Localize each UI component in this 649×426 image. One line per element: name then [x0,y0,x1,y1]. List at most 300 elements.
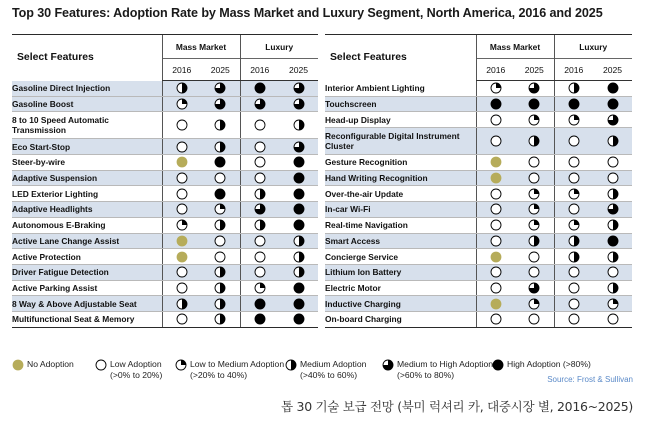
adoption-cell [201,186,240,202]
adoption-cell [162,296,201,312]
adoption-cell [515,264,554,280]
legend-range: (>60% to 80%) [397,369,455,380]
high-adoption-icon [490,98,502,110]
table-row [12,249,318,265]
medium-high-adoption-icon [607,114,619,126]
adoption-cell [554,128,593,155]
adoption-cell [515,96,554,112]
adoption-cell [554,249,593,265]
feature-name: Autonomous E-Braking [12,217,162,233]
adoption-cell [515,311,554,327]
table-row [325,249,632,265]
adoption-cell [515,217,554,233]
feature-name: Real-time Navigation [325,217,476,233]
adoption-cell [162,280,201,296]
adoption-cell [201,217,240,233]
adoption-cell [476,280,515,296]
adoption-cell [593,217,632,233]
adoption-cell [554,233,593,249]
chart-title: Top 30 Features: Adoption Rate by Mass Market and Luxury Segment, North America, 2016 and 2025 [12,6,603,20]
feature-name: Adaptive Headlights [12,202,162,218]
year-header: 2025 [201,59,240,81]
medium-high-adoption-icon [254,98,266,110]
table-row [325,96,632,112]
feature-name: Smart Access [325,233,476,249]
feature-name: Electric Motor [325,280,476,296]
adoption-cell [162,96,201,112]
adoption-cell [476,81,515,97]
adoption-cell [240,202,279,218]
low-adoption-icon [254,251,266,263]
table-row [325,233,632,249]
table-row [12,264,318,280]
table-row [12,155,318,171]
low-medium-adoption-icon [568,188,580,200]
medium-adoption-icon [528,235,540,247]
low-adoption-icon [490,282,502,294]
low-adoption-icon [254,235,266,247]
medium-adoption-icon [214,313,226,325]
low-medium-adoption-icon [528,298,540,310]
feature-name: Over-the-air Update [325,186,476,202]
adoption-cell [162,186,201,202]
adoption-cell [240,280,279,296]
feature-table-left [12,34,318,328]
medium-adoption-icon [176,298,188,310]
adoption-cell [201,264,240,280]
medium-adoption-icon [254,219,266,231]
adoption-cell [162,112,201,139]
feature-name: Lithium Ion Battery [325,264,476,280]
low-adoption-icon [568,135,580,147]
adoption-cell [476,233,515,249]
table-row [12,233,318,249]
adoption-cell [240,296,279,312]
high-adoption-icon [214,156,226,168]
adoption-cell [593,81,632,97]
low-adoption-icon [490,135,502,147]
adoption-cell [554,311,593,327]
legend-item [95,359,162,380]
low-medium-adoption-icon [528,219,540,231]
adoption-cell [201,155,240,171]
adoption-cell [162,233,201,249]
adoption-cell [279,112,318,139]
medium-adoption-icon [214,141,226,153]
low-medium-adoption-icon [568,219,580,231]
feature-name: Gasoline Direct Injection [12,81,162,97]
adoption-cell [554,170,593,186]
low-medium-adoption-icon [176,98,188,110]
adoption-cell [515,296,554,312]
table-row [325,264,632,280]
medium-adoption-icon [607,282,619,294]
medium-adoption-icon [214,282,226,294]
legend-item [285,359,366,380]
adoption-cell [162,139,201,155]
adoption-cell [240,139,279,155]
legend-range: (>0% to 20%) [110,369,163,380]
medium-adoption-icon [285,359,297,371]
adoption-cell [162,264,201,280]
high-adoption-icon [293,172,305,184]
adoption-cell [554,202,593,218]
high-adoption-icon [214,188,226,200]
adoption-cell [593,311,632,327]
low-adoption-icon [490,219,502,231]
low-medium-adoption-icon [528,188,540,200]
feature-name: LED Exterior Lighting [12,186,162,202]
low-adoption-icon [176,282,188,294]
adoption-cell [515,170,554,186]
table-row [12,139,318,155]
adoption-cell [476,264,515,280]
high-adoption-icon [293,188,305,200]
adoption-cell [279,233,318,249]
feature-name: Active Parking Assist [12,280,162,296]
luxury-header: Luxury [554,35,632,59]
adoption-cell [240,311,279,327]
legend-label: Low Adoption [110,359,162,369]
adoption-cell [240,233,279,249]
table-row [325,186,632,202]
low-adoption-icon [568,313,580,325]
year-header: 2016 [240,59,279,81]
adoption-cell [240,186,279,202]
no-adoption-icon [490,156,502,168]
medium-adoption-icon [214,219,226,231]
adoption-cell [240,249,279,265]
adoption-cell [162,170,201,186]
adoption-cell [515,81,554,97]
feature-name: Reconfigurable Digital Instrument Cluster [325,128,476,155]
legend-item [175,359,284,380]
low-medium-adoption-icon [528,114,540,126]
adoption-cell [201,112,240,139]
low-adoption-icon [254,266,266,278]
medium-high-adoption-icon [607,203,619,215]
adoption-cell [554,96,593,112]
low-adoption-icon [214,251,226,263]
legend-label: Low to Medium Adoption [190,359,285,369]
adoption-cell [515,202,554,218]
adoption-cell [201,96,240,112]
adoption-cell [279,311,318,327]
adoption-cell [593,233,632,249]
adoption-cell [162,155,201,171]
high-adoption-icon [607,235,619,247]
adoption-cell [593,155,632,171]
adoption-cell [162,311,201,327]
adoption-cell [279,186,318,202]
mass-market-header: Mass Market [162,35,240,59]
low-medium-adoption-icon [214,203,226,215]
table-row [12,217,318,233]
feature-name: Steer-by-wire [12,155,162,171]
adoption-cell [515,280,554,296]
medium-adoption-icon [607,188,619,200]
no-adoption-icon [490,172,502,184]
adoption-cell [476,186,515,202]
adoption-cell [554,81,593,97]
adoption-cell [279,155,318,171]
adoption-cell [476,170,515,186]
year-header: 2016 [162,59,201,81]
adoption-cell [554,296,593,312]
legend-item [12,359,74,371]
feature-name: Eco Start-Stop [12,139,162,155]
table-row [12,311,318,327]
high-adoption-icon [293,282,305,294]
adoption-cell [476,217,515,233]
adoption-cell [279,202,318,218]
adoption-cell [593,264,632,280]
adoption-cell [593,128,632,155]
feature-name: Active Lane Change Assist [12,233,162,249]
low-medium-adoption-icon [254,282,266,294]
adoption-cell [515,155,554,171]
low-adoption-icon [528,156,540,168]
low-adoption-icon [528,251,540,263]
legend-item [382,359,493,380]
low-adoption-icon [214,235,226,247]
low-adoption-icon [528,313,540,325]
legend-label: Medium Adoption [300,359,367,369]
medium-high-adoption-icon [293,98,305,110]
adoption-cell [162,249,201,265]
adoption-cell [240,112,279,139]
figure-caption: 톱 30 기술 보급 전망 (북미 럭셔리 카, 대중시장 별, 2016~2025) [281,399,633,414]
feature-name: On-board Charging [325,311,476,327]
table-row [12,170,318,186]
adoption-cell [515,128,554,155]
feature-name: Head-up Display [325,112,476,128]
high-adoption-icon [254,313,266,325]
high-adoption-icon [293,298,305,310]
low-adoption-icon [568,298,580,310]
medium-adoption-icon [176,82,188,94]
year-header: 2025 [593,59,632,81]
table-row [12,280,318,296]
feature-name: Inductive Charging [325,296,476,312]
source-note: Source: Frost & Sullivan [547,375,633,384]
medium-adoption-icon [293,266,305,278]
adoption-cell [279,249,318,265]
low-adoption-icon [568,282,580,294]
adoption-cell [476,249,515,265]
legend-label: No Adoption [27,359,74,369]
adoption-cell [554,186,593,202]
high-adoption-icon [293,156,305,168]
medium-high-adoption-icon [293,141,305,153]
low-adoption-icon [176,188,188,200]
table-row [325,170,632,186]
low-adoption-icon [490,188,502,200]
no-adoption-icon [176,235,188,247]
adoption-cell [515,112,554,128]
adoption-cell [201,296,240,312]
medium-adoption-icon [293,119,305,131]
adoption-cell [593,96,632,112]
medium-adoption-icon [293,235,305,247]
legend-label: Medium to High Adoption [397,359,494,369]
legend [12,359,640,385]
feature-name: Hand Writing Recognition [325,170,476,186]
adoption-cell [476,112,515,128]
adoption-cell [593,202,632,218]
medium-adoption-icon [528,135,540,147]
high-adoption-icon [607,82,619,94]
feature-name: Gasoline Boost [12,96,162,112]
low-medium-adoption-icon [176,219,188,231]
adoption-cell [240,170,279,186]
low-adoption-icon [214,172,226,184]
low-medium-adoption-icon [490,82,502,94]
low-adoption-icon [607,313,619,325]
table-row [12,202,318,218]
adoption-cell [279,139,318,155]
feature-name: Active Protection [12,249,162,265]
adoption-cell [240,96,279,112]
medium-adoption-icon [214,119,226,131]
medium-high-adoption-icon [528,282,540,294]
medium-adoption-icon [568,82,580,94]
medium-high-adoption-icon [214,82,226,94]
adoption-cell [476,296,515,312]
high-adoption-icon [607,98,619,110]
medium-adoption-icon [568,235,580,247]
high-adoption-icon [293,219,305,231]
adoption-cell [279,217,318,233]
adoption-cell [476,96,515,112]
low-adoption-icon [176,203,188,215]
feature-name: Gesture Recognition [325,155,476,171]
adoption-cell [554,112,593,128]
table-row [12,81,318,97]
medium-adoption-icon [214,266,226,278]
low-adoption-icon [176,119,188,131]
adoption-cell [240,217,279,233]
low-adoption-icon [607,156,619,168]
no-adoption-icon [490,298,502,310]
adoption-cell [554,155,593,171]
adoption-cell [593,280,632,296]
feature-name: Driver Fatigue Detection [12,264,162,280]
low-adoption-icon [568,266,580,278]
no-adoption-icon [490,251,502,263]
table-row [325,217,632,233]
medium-high-adoption-icon [214,98,226,110]
high-adoption-icon [528,98,540,110]
adoption-cell [554,264,593,280]
table-row [325,296,632,312]
adoption-cell [554,217,593,233]
medium-adoption-icon [568,251,580,263]
feature-name: 8 to 10 Speed Automatic Transmission [12,112,162,139]
medium-adoption-icon [607,219,619,231]
table-row [325,112,632,128]
table-row [12,112,318,139]
adoption-cell [201,249,240,265]
low-adoption-icon [607,266,619,278]
adoption-cell [515,186,554,202]
low-adoption-icon [254,141,266,153]
feature-name: Multifunctional Seat & Memory [12,311,162,327]
feature-name: Concierge Service [325,249,476,265]
legend-item [492,359,591,371]
table-row [12,296,318,312]
adoption-cell [279,280,318,296]
low-adoption-icon [176,141,188,153]
medium-high-adoption-icon [382,359,394,371]
adoption-cell [476,155,515,171]
table-row [325,155,632,171]
feature-name: Touchscreen [325,96,476,112]
adoption-cell [279,81,318,97]
low-adoption-icon [568,172,580,184]
high-adoption-icon [254,298,266,310]
adoption-cell [279,296,318,312]
table-row [325,81,632,97]
low-adoption-icon [176,266,188,278]
medium-adoption-icon [607,135,619,147]
adoption-cell [476,311,515,327]
medium-high-adoption-icon [293,82,305,94]
low-adoption-icon [490,114,502,126]
medium-high-adoption-icon [528,82,540,94]
adoption-cell [201,170,240,186]
table-row [325,311,632,327]
adoption-cell [476,128,515,155]
high-adoption-icon [293,313,305,325]
feature-table-right [325,34,632,328]
legend-label: High Adoption (>80%) [507,359,591,369]
low-medium-adoption-icon [528,203,540,215]
medium-adoption-icon [293,251,305,263]
medium-adoption-icon [607,251,619,263]
low-medium-adoption-icon [607,298,619,310]
low-medium-adoption-icon [175,359,187,371]
year-header: 2025 [279,59,318,81]
select-features-header: Select Features [325,35,476,81]
low-adoption-icon [254,156,266,168]
feature-name: In-car Wi-Fi [325,202,476,218]
year-header: 2016 [554,59,593,81]
adoption-cell [201,202,240,218]
legend-range: (>40% to 60%) [300,369,358,380]
table-row [12,96,318,112]
table-row [325,280,632,296]
adoption-cell [593,249,632,265]
medium-adoption-icon [254,188,266,200]
year-header: 2016 [476,59,515,81]
no-adoption-icon [12,359,24,371]
select-features-header: Select Features [12,35,162,81]
adoption-cell [201,139,240,155]
table-row [325,202,632,218]
low-adoption-icon [490,203,502,215]
low-adoption-icon [528,172,540,184]
low-adoption-icon [490,313,502,325]
adoption-cell [240,155,279,171]
adoption-cell [162,81,201,97]
adoption-cell [201,81,240,97]
low-adoption-icon [254,172,266,184]
no-adoption-icon [176,251,188,263]
low-adoption-icon [95,359,107,371]
high-adoption-icon [492,359,504,371]
low-adoption-icon [568,203,580,215]
